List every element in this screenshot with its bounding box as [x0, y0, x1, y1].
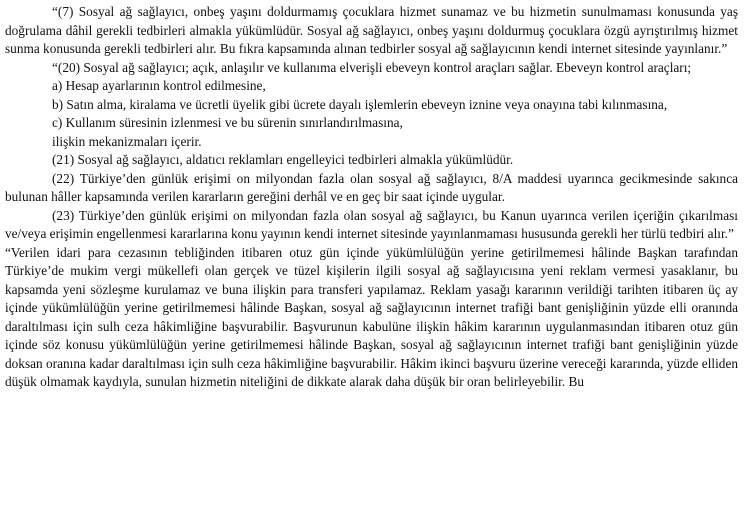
document-body	[5, 3, 738, 392]
paragraph-7: “(7) Sosyal ağ sağlayıcı, onbeş yaşını doldurmamış çocuklara hizmet sunamaz ve bu hizmetin sunulmaması konusunda yaş doğrulama dâhil gerekli tedbirleri almakla yükümlüdür. Sosyal ağ sağlayıcı, onbeş yaşını doldurmuş çocuklara özgü ayrıştırılmış hizmet sunma konusunda gerekli tedbirleri alır. Bu fıkra kapsamında alınan tedbirler sosyal ağ sağlayıcının kendi internet sitesinde yayınlanır.”	[5, 4, 738, 56]
paragraph-20-b: b) Satın alma, kiralama ve ücretli üyelik gibi ücrete dayalı işlemlerin ebeveyn iznine veya onayına tabi kılınmasına,	[52, 96, 668, 112]
paragraph-20: “(20) Sosyal ağ sağlayıcı; açık, anlaşılır ve kullanıma elverişli ebeveyn kontrol araçları sağlar. Ebeveyn kontrol araçları;	[52, 59, 692, 75]
paragraph-penalty: “Verilen idari para cezasının tebliğinden itibaren otuz gün içinde yükümlülüğün yerine getirilmemesi hâlinde Başkan tarafından Türkiye’de mukim vergi mükellefi olan gerçek ve tüzel kişilerin ilgili sosyal ağ sağlayıcısına yeni reklam vermesi yasaklanır, bu kapsamda yeni sözleşme kurulamaz ve buna ilişkin para transferi yapılamaz. Reklam yasağı kararının verildiği tarihten itibaren üç ay içinde yükümlülüğün yerine getirilmemesi hâlinde Başkan, sosyal ağ sağlayıcının internet trafiği bant genişliğinin yüzde elli oranında daraltılması için sulh ceza hâkimliğine başvurabilir. Başvurunun kabulüne ilişkin hâkim kararının uygulanmasından itibaren otuz gün içinde söz konusu yükümlülüğün yerine getirilmemesi hâlinde Başkan, sosyal ağ sağlayıcının internet trafiği bant genişliğinin yüzde doksan oranına kadar daraltılması için sulh ceza hâkimliğine başvurabilir. Hâkim ikinci başvuru üzerine vereceği kararında, yüzde elliden düşük olmamak kaydıyla, sunulan hizmetin niteliğini de dikkate alarak daha düşük bir oran belirleyebilir. Bu	[5, 244, 738, 389]
paragraph-20-a: a) Hesap ayarlarının kontrol edilmesine,	[52, 78, 266, 93]
paragraph-21: (21) Sosyal ağ sağlayıcı, aldatıcı reklamları engelleyici tedbirleri almakla yükümlüdür.	[52, 152, 514, 167]
paragraph-20-c: c) Kullanım süresinin izlenmesi ve bu sürenin sınırlandırılmasına,	[52, 115, 403, 130]
paragraph-22: (22) Türkiye’den günlük erişimi on milyondan fazla olan sosyal ağ sağlayıcı, 8/A maddesi uyarınca gecikmesinde sakınca bulunan hâller kapsamında verilen kararların gereğini derhâl ve en geç bir saat içinde uygular.	[5, 170, 738, 204]
paragraph-20-closing: ilişkin mekanizmaları içerir.	[52, 133, 202, 149]
paragraph-23: (23) Türkiye’den günlük erişimi on milyondan fazla olan sosyal ağ sağlayıcı, bu Kanun uyarınca verilen içeriğin çıkarılması ve/veya erişimin engellenmesi kararlarına konu yayının kendi internet sitesinde yayınlanmaması hususunda gerekli her türlü tedbiri alır.”	[5, 207, 738, 241]
